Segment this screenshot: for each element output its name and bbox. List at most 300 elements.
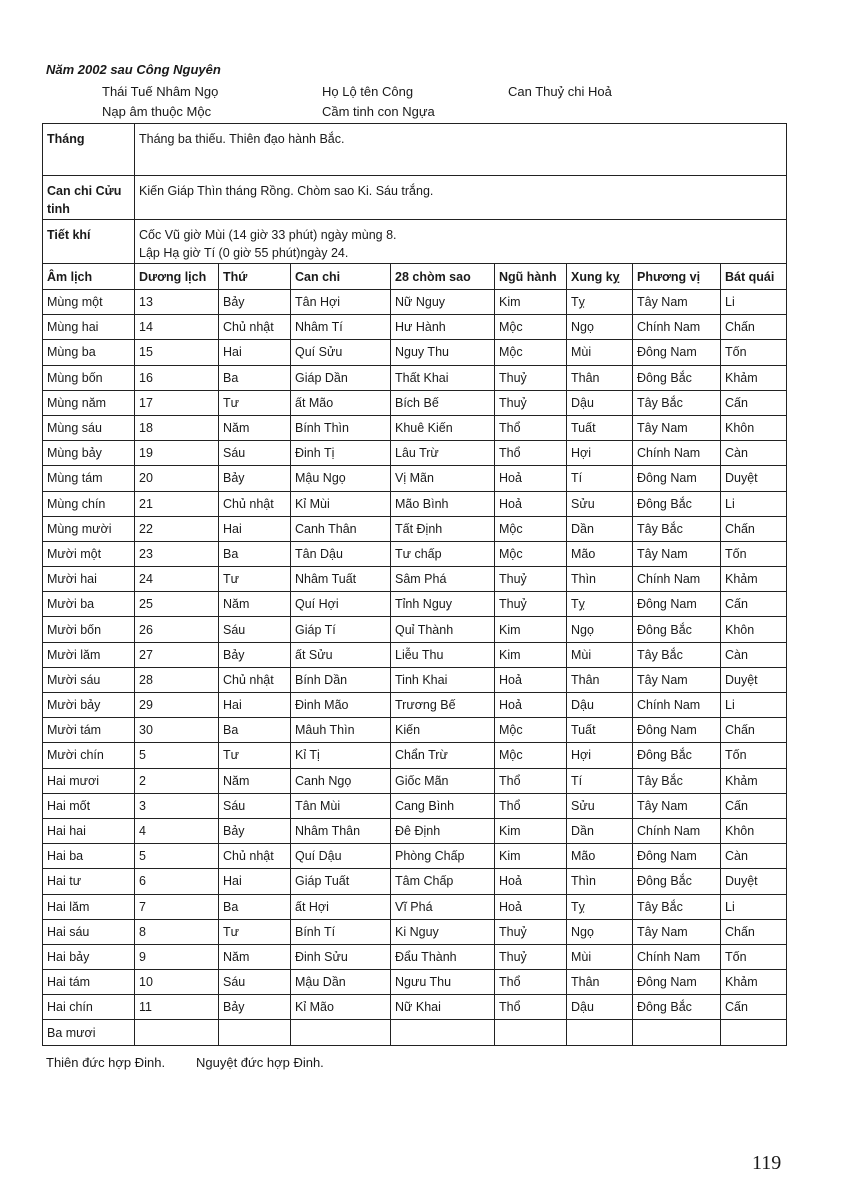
phuong-vi-cell: Chính Nam [633, 944, 721, 969]
tiet-khi-line: Lập Hạ giờ Tí (0 giờ 55 phút)ngày 24. [139, 246, 349, 260]
ngu-hanh-cell: Kim [495, 617, 567, 642]
duong-lich-cell: 20 [135, 466, 219, 491]
thu-cell: Bảy [219, 642, 291, 667]
duong-lich-cell: 11 [135, 995, 219, 1020]
bat-quai-cell: Khôn [721, 415, 787, 440]
column-header: Phương vị [633, 264, 721, 290]
table-row [43, 995, 787, 1020]
bat-quai-cell: Li [721, 894, 787, 919]
am-lich-cell: Mười một [43, 541, 135, 566]
bat-quai-cell: Khôn [721, 617, 787, 642]
phuong-vi-cell: Tây Bắc [633, 894, 721, 919]
can-chi-cell: Quí Hợi [291, 592, 391, 617]
ngu-hanh-cell: Hoả [495, 894, 567, 919]
can-chi-cell: Tân Hợi [291, 290, 391, 315]
xung-ky-cell: Thìn [567, 869, 633, 894]
ngu-hanh-cell: Kim [495, 818, 567, 843]
can-chi-cell: Bính Thìn [291, 415, 391, 440]
table-row [43, 718, 787, 743]
thu-cell: Bảy [219, 290, 291, 315]
xung-ky-cell: Dậu [567, 693, 633, 718]
ngu-hanh-cell: Mộc [495, 743, 567, 768]
xung-ky-cell: Mão [567, 541, 633, 566]
column-header: Âm lịch [43, 264, 135, 290]
thu-cell: Sáu [219, 441, 291, 466]
phuong-vi-cell: Đông Bắc [633, 491, 721, 516]
am-lich-cell: Hai bảy [43, 944, 135, 969]
thu-cell: Chủ nhật [219, 491, 291, 516]
table-row [43, 365, 787, 390]
am-lich-cell: Mùng mười [43, 516, 135, 541]
chom-sao-cell: Tư chấp [391, 541, 495, 566]
table-row [43, 541, 787, 566]
table-row [43, 592, 787, 617]
ngu-hanh-cell: Thuỷ [495, 944, 567, 969]
bat-quai-cell: Cấn [721, 390, 787, 415]
chom-sao-cell: Tỉnh Nguy [391, 592, 495, 617]
duong-lich-cell: 7 [135, 894, 219, 919]
phuong-vi-cell: Chính Nam [633, 567, 721, 592]
xung-ky-cell: Thân [567, 365, 633, 390]
ngu-hanh-cell: Thuỷ [495, 919, 567, 944]
xung-ky-cell: Dậu [567, 390, 633, 415]
bat-quai-cell: Li [721, 290, 787, 315]
ngu-hanh-cell: Hoả [495, 491, 567, 516]
am-lich-cell: Hai mốt [43, 793, 135, 818]
phuong-vi-cell: Tây Nam [633, 415, 721, 440]
ngu-hanh-cell: Hoả [495, 869, 567, 894]
thu-cell: Sáu [219, 970, 291, 995]
chom-sao-cell: Nữ Khai [391, 995, 495, 1020]
duong-lich-cell: 4 [135, 818, 219, 843]
phuong-vi-cell: Đông Bắc [633, 365, 721, 390]
column-header: Dương lịch [135, 264, 219, 290]
column-header: Xung kỵ [567, 264, 633, 290]
xung-ky-cell: Thìn [567, 567, 633, 592]
table-row [43, 919, 787, 944]
am-lich-cell: Mười chín [43, 743, 135, 768]
chom-sao-cell: Cang Bình [391, 793, 495, 818]
can-chi-cell: Tân Dậu [291, 541, 391, 566]
chom-sao-cell: Chẩn Trừ [391, 743, 495, 768]
can-chi-cell: Mậu Dần [291, 970, 391, 995]
duong-lich-cell: 29 [135, 693, 219, 718]
duong-lich-cell: 10 [135, 970, 219, 995]
thu-cell: Chủ nhật [219, 844, 291, 869]
ngu-hanh-cell: Mộc [495, 541, 567, 566]
ngu-hanh-cell: Thổ [495, 768, 567, 793]
can-chi-cell: Canh Ngọ [291, 768, 391, 793]
column-header: 28 chòm sao [391, 264, 495, 290]
table-row [43, 642, 787, 667]
table-row [43, 793, 787, 818]
can-chi-cell: Tân Mùi [291, 793, 391, 818]
ngu-hanh-cell: Thổ [495, 970, 567, 995]
am-lich-cell: Mùng ba [43, 340, 135, 365]
chom-sao-cell: Bích Bế [391, 390, 495, 415]
am-lich-cell: Hai tư [43, 869, 135, 894]
chom-sao-cell: Vị Mãn [391, 466, 495, 491]
chom-sao-cell: Phòng Chấp [391, 844, 495, 869]
thu-cell: Ba [219, 365, 291, 390]
am-lich-cell: Mùng bảy [43, 441, 135, 466]
xung-ky-cell: Mùi [567, 340, 633, 365]
bat-quai-cell: Khảm [721, 970, 787, 995]
bat-quai-cell: Khảm [721, 768, 787, 793]
bat-quai-cell: Cấn [721, 592, 787, 617]
can-chi-cell: Bính Tí [291, 919, 391, 944]
thu-cell: Hai [219, 869, 291, 894]
duong-lich-cell: 22 [135, 516, 219, 541]
xung-ky-cell: Hợi [567, 743, 633, 768]
bat-quai-cell: Chấn [721, 718, 787, 743]
chom-sao-cell: Đẩu Thành [391, 944, 495, 969]
can-chi-cell: Quí Sửu [291, 340, 391, 365]
phuong-vi-cell: Đông Bắc [633, 869, 721, 894]
can-chi-cell: Nhâm Thân [291, 818, 391, 843]
duong-lich-cell: 9 [135, 944, 219, 969]
duong-lich-cell: 19 [135, 441, 219, 466]
xung-ky-cell: Dần [567, 818, 633, 843]
can-chi-cell: Kỉ Mùi [291, 491, 391, 516]
ngu-hanh-cell: Mộc [495, 340, 567, 365]
thu-cell: Tư [219, 567, 291, 592]
ngu-hanh-cell: Thổ [495, 441, 567, 466]
bat-quai-cell: Chấn [721, 919, 787, 944]
duong-lich-cell: 30 [135, 718, 219, 743]
can-chi-cell: Mậu Ngọ [291, 466, 391, 491]
xung-ky-cell: Dậu [567, 995, 633, 1020]
thu-cell: Sáu [219, 793, 291, 818]
duong-lich-cell: 15 [135, 340, 219, 365]
bat-quai-cell: Khảm [721, 567, 787, 592]
phuong-vi-cell [633, 1020, 721, 1045]
table-row [43, 844, 787, 869]
thu-cell: Năm [219, 415, 291, 440]
ngu-hanh-cell: Mộc [495, 516, 567, 541]
chom-sao-cell [391, 1020, 495, 1045]
ngu-hanh-cell: Thổ [495, 995, 567, 1020]
table-row [43, 944, 787, 969]
ho-ten-text: Họ Lộ tên Công [322, 84, 414, 99]
xung-ky-cell: Mùi [567, 944, 633, 969]
can-chi-cell [291, 1020, 391, 1045]
chom-sao-cell: Ki Nguy [391, 919, 495, 944]
info-label: Tháng [43, 124, 135, 176]
xung-ky-cell: Ngọ [567, 617, 633, 642]
phuong-vi-cell: Chính Nam [633, 315, 721, 340]
can-chi-cell: Kỉ Tị [291, 743, 391, 768]
phuong-vi-cell: Đông Bắc [633, 617, 721, 642]
am-lich-cell: Mười sáu [43, 667, 135, 692]
bat-quai-cell: Tốn [721, 944, 787, 969]
phuong-vi-cell: Đông Nam [633, 592, 721, 617]
bat-quai-cell: Khảm [721, 365, 787, 390]
duong-lich-cell: 26 [135, 617, 219, 642]
xung-ky-cell: Tuất [567, 415, 633, 440]
am-lich-cell: Hai tám [43, 970, 135, 995]
table-row [43, 390, 787, 415]
chom-sao-cell: Nguy Thu [391, 340, 495, 365]
phuong-vi-cell: Đông Nam [633, 718, 721, 743]
ngu-hanh-cell: Mộc [495, 315, 567, 340]
table-row [43, 667, 787, 692]
info-text [135, 220, 787, 264]
xung-ky-cell: Hợi [567, 441, 633, 466]
chom-sao-cell: Thất Khai [391, 365, 495, 390]
thu-cell: Năm [219, 592, 291, 617]
day-rows [43, 290, 787, 1046]
am-lich-cell: Hai hai [43, 818, 135, 843]
bat-quai-cell: Cấn [721, 995, 787, 1020]
chom-sao-cell: Giốc Mãn [391, 768, 495, 793]
am-lich-cell: Hai sáu [43, 919, 135, 944]
duong-lich-cell: 8 [135, 919, 219, 944]
xung-ky-cell: Tí [567, 768, 633, 793]
can-chi-cell: Bính Dần [291, 667, 391, 692]
duong-lich-cell: 17 [135, 390, 219, 415]
bat-quai-cell: Li [721, 693, 787, 718]
column-header: Ngũ hành [495, 264, 567, 290]
thai-tue-text: Thái Tuế Nhâm Ngọ [102, 84, 219, 99]
am-lich-cell: Mùng bốn [43, 365, 135, 390]
tiet-khi-line: Cốc Vũ giờ Mùi (14 giờ 33 phút) ngày mùng 8. [139, 228, 397, 242]
thu-cell: Hai [219, 693, 291, 718]
am-lich-cell: Ba mươi [43, 1020, 135, 1045]
phuong-vi-cell: Tây Bắc [633, 768, 721, 793]
duong-lich-cell: 21 [135, 491, 219, 516]
table-row [43, 290, 787, 315]
chom-sao-cell: Khuê Kiến [391, 415, 495, 440]
table-row [43, 516, 787, 541]
thu-cell: Bảy [219, 995, 291, 1020]
duong-lich-cell: 18 [135, 415, 219, 440]
table-row [43, 617, 787, 642]
am-lich-cell: Mùng năm [43, 390, 135, 415]
table-row [43, 768, 787, 793]
bat-quai-cell: Càn [721, 844, 787, 869]
info-text: Kiến Giáp Thìn tháng Rồng. Chòm sao Ki. Sáu trắng. [135, 176, 787, 220]
info-row-thang [43, 124, 787, 176]
bat-quai-cell: Càn [721, 441, 787, 466]
duong-lich-cell: 2 [135, 768, 219, 793]
xung-ky-cell: Ngọ [567, 919, 633, 944]
am-lich-cell: Mùng tám [43, 466, 135, 491]
thu-cell: Bảy [219, 466, 291, 491]
can-chi-text: Can Thuỷ chi Hoả [508, 84, 612, 99]
thu-cell: Hai [219, 516, 291, 541]
am-lich-cell: Hai lăm [43, 894, 135, 919]
chom-sao-cell: Vĩ Phá [391, 894, 495, 919]
phuong-vi-cell: Tây Nam [633, 667, 721, 692]
table-row [43, 1020, 787, 1045]
chom-sao-cell: Tinh Khai [391, 667, 495, 692]
duong-lich-cell: 5 [135, 743, 219, 768]
can-chi-cell: ất Sửu [291, 642, 391, 667]
info-label: Can chi Cửu tinh [43, 176, 135, 220]
info-text: Tháng ba thiếu. Thiên đạo hành Bắc. [135, 124, 787, 176]
can-chi-cell: Đinh Tị [291, 441, 391, 466]
thu-cell: Sáu [219, 617, 291, 642]
duong-lich-cell: 14 [135, 315, 219, 340]
duong-lich-cell: 28 [135, 667, 219, 692]
am-lich-cell: Mười lăm [43, 642, 135, 667]
bat-quai-cell: Cấn [721, 793, 787, 818]
duong-lich-cell: 3 [135, 793, 219, 818]
phuong-vi-cell: Tây Bắc [633, 642, 721, 667]
ngu-hanh-cell: Thuỷ [495, 592, 567, 617]
column-header: Thứ [219, 264, 291, 290]
can-chi-cell: ất Hợi [291, 894, 391, 919]
am-lich-cell: Hai ba [43, 844, 135, 869]
can-chi-cell: Đinh Sửu [291, 944, 391, 969]
xung-ky-cell [567, 1020, 633, 1045]
ngu-hanh-cell: Thuỷ [495, 365, 567, 390]
table-row [43, 491, 787, 516]
table-row [43, 894, 787, 919]
table-row [43, 567, 787, 592]
chom-sao-cell: Tất Định [391, 516, 495, 541]
thu-cell: Năm [219, 768, 291, 793]
am-lich-cell: Hai mươi [43, 768, 135, 793]
am-lich-cell: Mùng hai [43, 315, 135, 340]
ngu-hanh-cell: Kim [495, 290, 567, 315]
can-chi-cell: Giáp Tuất [291, 869, 391, 894]
bat-quai-cell: Tốn [721, 743, 787, 768]
thien-duc-note: Thiên đức hợp Đinh. [46, 1055, 166, 1070]
ngu-hanh-cell: Mộc [495, 718, 567, 743]
lunar-calendar-table [42, 123, 787, 1046]
ngu-hanh-cell: Thuỷ [495, 567, 567, 592]
thu-cell: Ba [219, 718, 291, 743]
bat-quai-cell: Khôn [721, 818, 787, 843]
cam-tinh-text: Cầm tinh con Ngựa [322, 104, 435, 119]
column-header: Bát quái [721, 264, 787, 290]
thu-cell: Ba [219, 894, 291, 919]
thu-cell: Tư [219, 919, 291, 944]
chom-sao-cell: Mão Bình [391, 491, 495, 516]
duong-lich-cell: 13 [135, 290, 219, 315]
am-lich-cell: Hai chín [43, 995, 135, 1020]
table-row [43, 340, 787, 365]
table-row [43, 970, 787, 995]
phuong-vi-cell: Đông Bắc [633, 743, 721, 768]
can-chi-cell: Giáp Dần [291, 365, 391, 390]
ngu-hanh-cell: Kim [495, 642, 567, 667]
chom-sao-cell: Kiến [391, 718, 495, 743]
can-chi-cell: Canh Thân [291, 516, 391, 541]
page-number: 119 [752, 1152, 782, 1174]
can-chi-cell: Giáp Tí [291, 617, 391, 642]
phuong-vi-cell: Đông Nam [633, 844, 721, 869]
thu-cell: Hai [219, 340, 291, 365]
am-lich-cell: Mùng chín [43, 491, 135, 516]
nguyet-duc-note: Nguyệt đức hợp Đinh. [196, 1055, 324, 1070]
thu-cell: Năm [219, 944, 291, 969]
xung-ky-cell: Dần [567, 516, 633, 541]
chom-sao-cell: Hư Hành [391, 315, 495, 340]
am-lich-cell: Mười tám [43, 718, 135, 743]
chom-sao-cell: Lâu Trừ [391, 441, 495, 466]
phuong-vi-cell: Chính Nam [633, 818, 721, 843]
duong-lich-cell: 27 [135, 642, 219, 667]
bat-quai-cell [721, 1020, 787, 1045]
am-lich-cell: Mười hai [43, 567, 135, 592]
thu-cell: Ba [219, 541, 291, 566]
can-chi-cell: Nhâm Tuất [291, 567, 391, 592]
bat-quai-cell: Duyệt [721, 667, 787, 692]
chom-sao-cell: Ngưu Thu [391, 970, 495, 995]
xung-ky-cell: Sửu [567, 793, 633, 818]
xung-ky-cell: Tí [567, 466, 633, 491]
phuong-vi-cell: Tây Bắc [633, 516, 721, 541]
year-title: Năm 2002 sau Công Nguyên [46, 62, 221, 77]
xung-ky-cell: Tỵ [567, 592, 633, 617]
phuong-vi-cell: Tây Nam [633, 919, 721, 944]
column-header: Can chi [291, 264, 391, 290]
xung-ky-cell: Thân [567, 970, 633, 995]
phuong-vi-cell: Tây Nam [633, 793, 721, 818]
ngu-hanh-cell: Thuỷ [495, 390, 567, 415]
can-chi-cell: ất Mão [291, 390, 391, 415]
duong-lich-cell: 16 [135, 365, 219, 390]
duong-lich-cell: 5 [135, 844, 219, 869]
bat-quai-cell: Chấn [721, 315, 787, 340]
bat-quai-cell: Duyệt [721, 869, 787, 894]
xung-ky-cell: Sửu [567, 491, 633, 516]
duong-lich-cell: 6 [135, 869, 219, 894]
thu-cell: Bảy [219, 818, 291, 843]
table-row [43, 693, 787, 718]
can-chi-cell: Quí Dậu [291, 844, 391, 869]
bat-quai-cell: Càn [721, 642, 787, 667]
phuong-vi-cell: Đông Nam [633, 970, 721, 995]
duong-lich-cell [135, 1020, 219, 1045]
am-lich-cell: Mười bốn [43, 617, 135, 642]
table-row [43, 869, 787, 894]
ngu-hanh-cell: Kim [495, 844, 567, 869]
duong-lich-cell: 25 [135, 592, 219, 617]
phuong-vi-cell: Đông Bắc [633, 995, 721, 1020]
info-row-tiet-khi [43, 220, 787, 264]
table-row [43, 415, 787, 440]
thu-cell: Tư [219, 743, 291, 768]
phuong-vi-cell: Chính Nam [633, 441, 721, 466]
thu-cell: Chủ nhật [219, 315, 291, 340]
table-row [43, 441, 787, 466]
can-chi-cell: Nhâm Tí [291, 315, 391, 340]
phuong-vi-cell: Đông Nam [633, 340, 721, 365]
bat-quai-cell: Duyệt [721, 466, 787, 491]
thu-cell [219, 1020, 291, 1045]
table-row [43, 466, 787, 491]
xung-ky-cell: Tuất [567, 718, 633, 743]
am-lich-cell: Mùng một [43, 290, 135, 315]
can-chi-cell: Kỉ Mão [291, 995, 391, 1020]
phuong-vi-cell: Tây Nam [633, 290, 721, 315]
table-row [43, 315, 787, 340]
am-lich-cell: Mùng sáu [43, 415, 135, 440]
ngu-hanh-cell: Hoả [495, 466, 567, 491]
ngu-hanh-cell: Thổ [495, 793, 567, 818]
ngu-hanh-cell: Hoả [495, 693, 567, 718]
chom-sao-cell: Đê Định [391, 818, 495, 843]
can-chi-cell: Mâuh Thìn [291, 718, 391, 743]
chom-sao-cell: Quỉ Thành [391, 617, 495, 642]
phuong-vi-cell: Tây Bắc [633, 390, 721, 415]
bat-quai-cell: Li [721, 491, 787, 516]
ngu-hanh-cell: Thổ [495, 415, 567, 440]
